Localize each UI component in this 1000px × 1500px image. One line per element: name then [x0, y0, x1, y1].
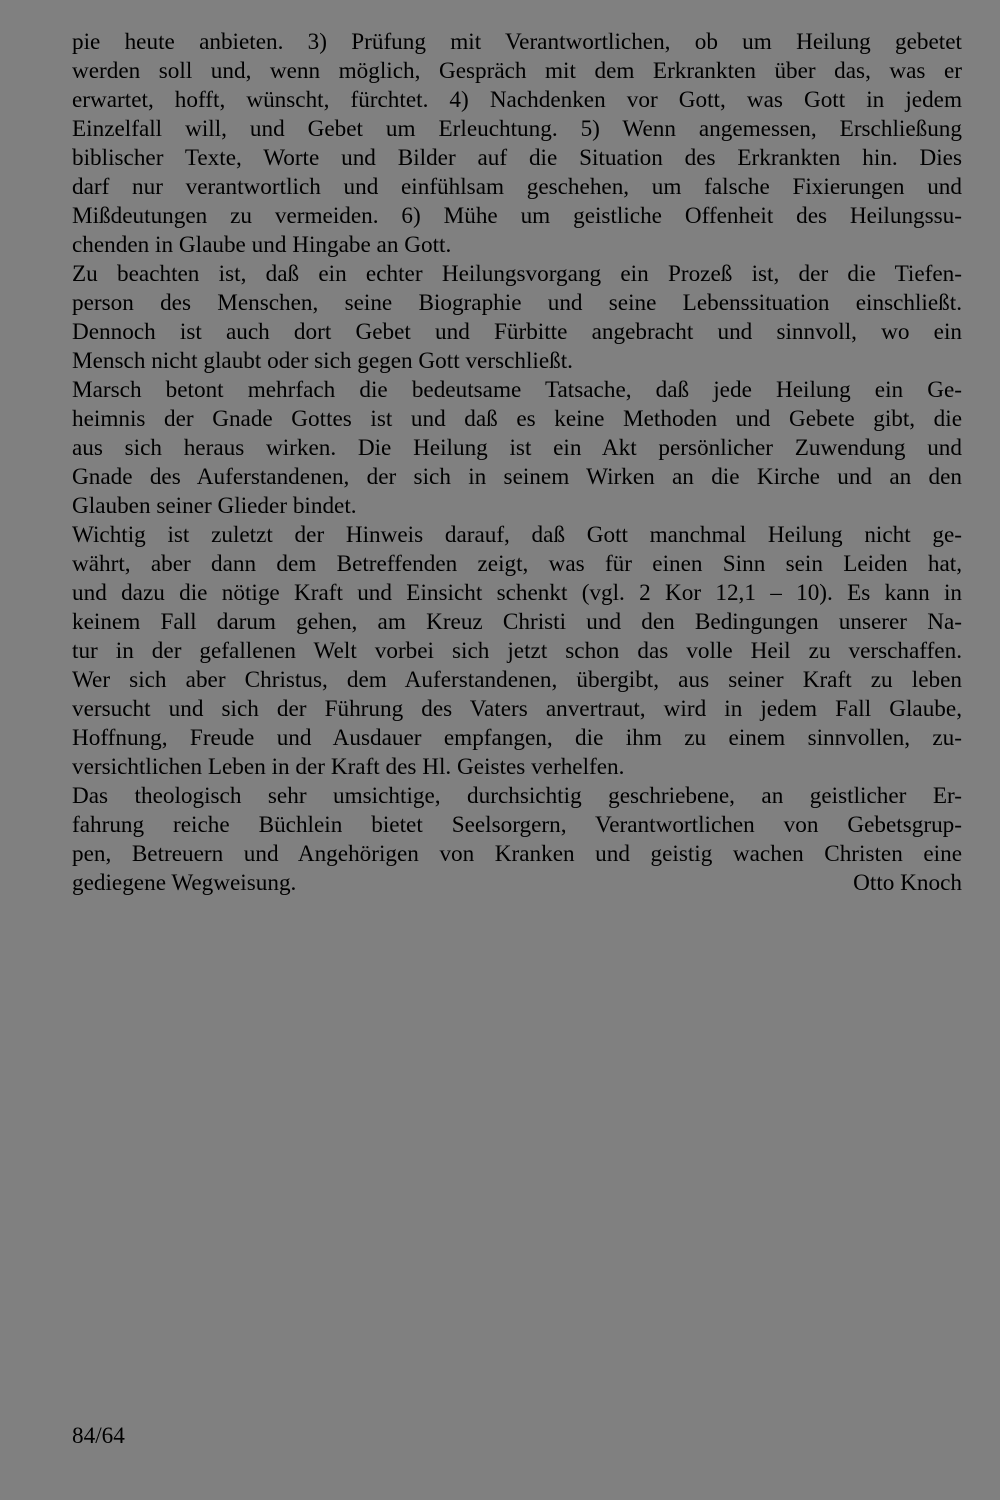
- text-line: keinem Fall darum gehen, am Kreuz Christi und den Bedingungen unserer Na-: [72, 609, 962, 635]
- text-line: fahrung reiche Büchlein bietet Seelsorgern, Verantwortlichen von Gebetsgrup-: [72, 812, 962, 838]
- text-line: werden soll und, wenn möglich, Gespräch mit dem Erkrankten über das, was er: [72, 58, 962, 84]
- text-line: und dazu die nötige Kraft und Einsicht schenkt (vgl. 2 Kor 12,1 – 10). Es kann in: [72, 580, 962, 606]
- text-line: aus sich heraus wirken. Die Heilung ist ein Akt persönlicher Zuwendung und: [72, 435, 962, 461]
- text-line: Hoffnung, Freude und Ausdauer empfangen, die ihm zu einem sinnvollen, zu-: [72, 725, 962, 751]
- page-number: 84/64: [72, 1423, 125, 1449]
- paragraph-1: [72, 28, 962, 260]
- text-line: Einzelfall will, und Gebet um Erleuchtung. 5) Wenn angemessen, Erschließung: [72, 116, 962, 142]
- paragraph-4: [72, 521, 962, 782]
- text-line: pie heute anbieten. 3) Prüfung mit Verantwortlichen, ob um Heilung gebetet: [72, 29, 962, 55]
- text-line: Zu beachten ist, daß ein echter Heilungsvorgang ein Prozeß ist, der die Tiefen-: [72, 261, 962, 287]
- text-line: tur in der gefallenen Welt vorbei sich jetzt schon das volle Heil zu verschaffen.: [72, 638, 962, 664]
- paragraph-5: [72, 782, 962, 898]
- text-line: Das theologisch sehr umsichtige, durchsichtig geschriebene, an geistlicher Er-: [72, 783, 962, 809]
- text-line: Gnade des Auferstandenen, der sich in seinem Wirken an die Kirche und an den: [72, 464, 962, 490]
- text-line: person des Menschen, seine Biographie und seine Lebenssituation einschließt.: [72, 290, 962, 316]
- text-line: darf nur verantwortlich und einfühlsam geschehen, um falsche Fixierungen und: [72, 174, 962, 200]
- closing-line-with-signature: [72, 869, 962, 898]
- paragraph-3: [72, 376, 962, 521]
- text-line: biblischer Texte, Worte und Bilder auf die Situation des Erkrankten hin. Dies: [72, 145, 962, 171]
- text-line: Mißdeutungen zu vermeiden. 6) Mühe um geistliche Offenheit des Heilungssu-: [72, 203, 962, 229]
- closing-text: gediegene Wegweisung.: [72, 870, 297, 896]
- text-line: Marsch betont mehrfach die bedeutsame Tatsache, daß jede Heilung ein Ge-: [72, 377, 962, 403]
- text-line: versichtlichen Leben in der Kraft des Hl. Geistes verhelfen.: [72, 754, 625, 780]
- text-line: erwartet, hofft, wünscht, fürchtet. 4) Nachdenken vor Gott, was Gott in jedem: [72, 87, 962, 113]
- text-line: pen, Betreuern und Angehörigen von Kranken und geistig wachen Christen eine: [72, 841, 962, 867]
- text-line: chenden in Glaube und Hingabe an Gott.: [72, 232, 452, 258]
- text-line: Glauben seiner Glieder bindet.: [72, 493, 357, 519]
- text-line: versucht und sich der Führung des Vaters anvertraut, wird in jedem Fall Glaube,: [72, 696, 962, 722]
- author-signature: Otto Knoch: [853, 870, 962, 896]
- text-line: Dennoch ist auch dort Gebet und Fürbitte angebracht und sinnvoll, wo ein: [72, 319, 962, 345]
- text-line: währt, aber dann dem Betreffenden zeigt, was für einen Sinn sein Leiden hat,: [72, 551, 962, 577]
- text-line: heimnis der Gnade Gottes ist und daß es keine Methoden und Gebete gibt, die: [72, 406, 962, 432]
- text-line: Mensch nicht glaubt oder sich gegen Gott verschließt.: [72, 348, 573, 374]
- paragraph-2: [72, 260, 962, 376]
- text-line: Wichtig ist zuletzt der Hinweis darauf, daß Gott manchmal Heilung nicht ge-: [72, 522, 962, 548]
- text-line: Wer sich aber Christus, dem Auferstandenen, übergibt, aus seiner Kraft zu leben: [72, 667, 962, 693]
- review-text: [72, 28, 962, 898]
